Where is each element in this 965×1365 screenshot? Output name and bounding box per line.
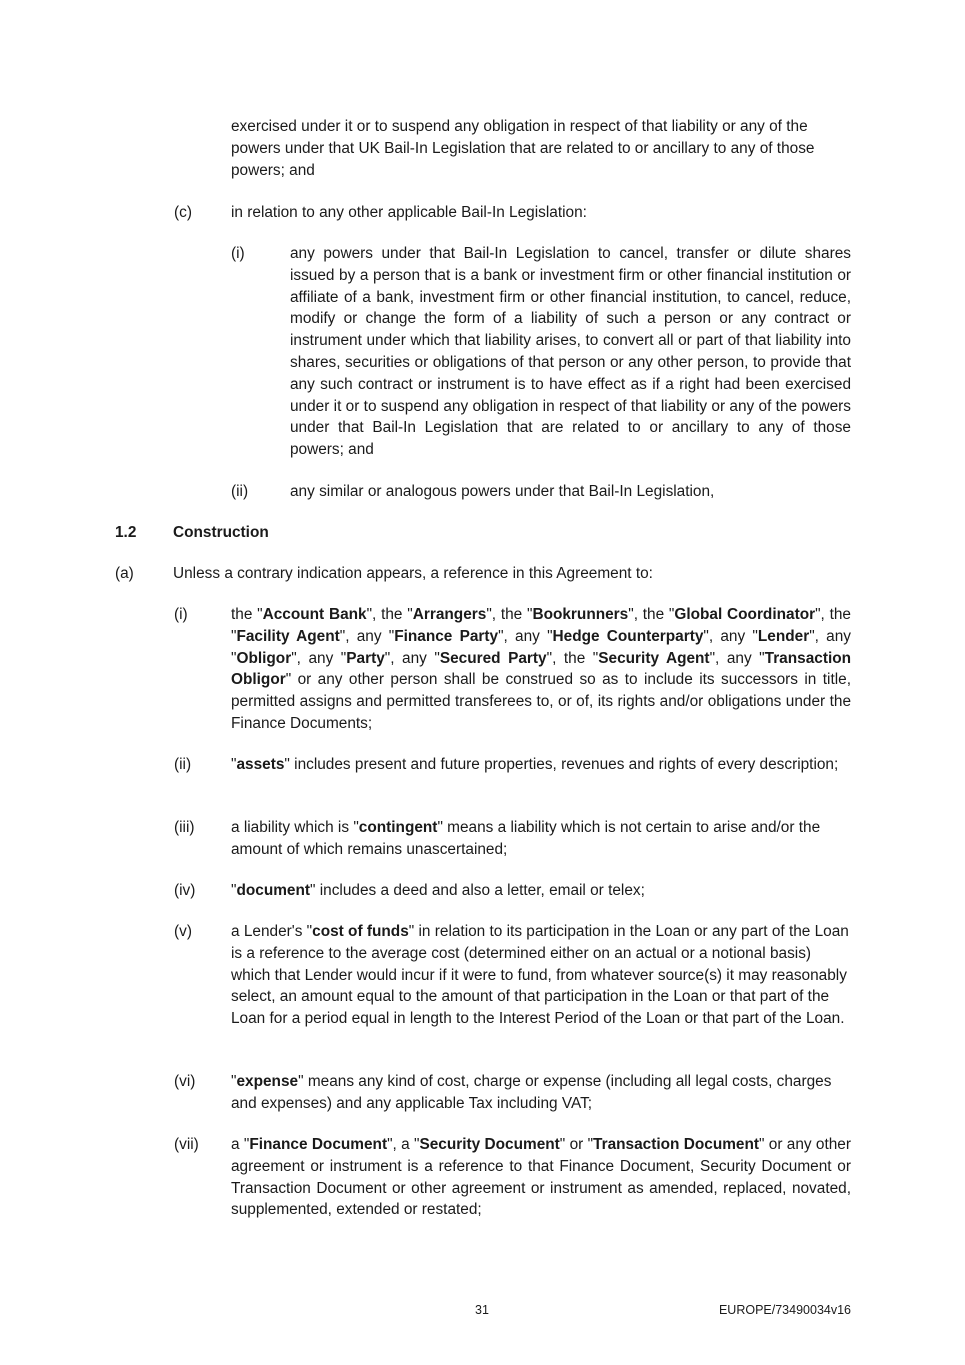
defined-term: Transaction Obligor <box>231 649 852 689</box>
item-vii-text: a "Finance Document", a "Security Document" or "Transaction Document" or any other agreement or instrument is a reference to that Finance Document, Security Document or Transaction Document or other agreement or instrument as amended, replaced, novated, supplemented, extended or restated; <box>231 1136 851 1219</box>
defined-term: Finance Document <box>249 1136 388 1153</box>
item-v-label: (v) <box>174 923 192 940</box>
defined-term: Hedge Counterparty <box>552 627 704 645</box>
item-i-label: (i) <box>174 606 188 623</box>
defined-term: Obligor <box>236 649 292 667</box>
defined-term: Security Agent <box>598 649 710 667</box>
defined-term: Finance Party <box>394 627 499 645</box>
defined-term: Party <box>346 649 385 667</box>
item-iii-text: a liability which is "contingent" means a liability which is not certain to arise and/or the amount of which remains unascertained; <box>231 819 821 858</box>
item-i-text: the "Account Bank", the "Arrangers", the "Bookrunners", the "Global Coordinator", the "Facility Agent", any "Finance Party", any "Hedge Counterparty", any "Lender", any "Obligor", any "Party", any "Secured Party", the "Security Agent", any "Transaction Obligor" or any other person shall be construed so as to include its successors in title, permitted assigns and permitted transferees to, or of, its rights and/or obligations under the Finance Documents; <box>231 606 852 732</box>
item-ii-label: (ii) <box>174 756 192 773</box>
item-iii-label: (iii) <box>174 819 195 836</box>
para-c-ii-label: (ii) <box>231 483 249 500</box>
carry-over-paragraph: exercised under it or to suspend any obligation in respect of that liability or any of the powers under that UK Bail-In Legislation that are related to or ancillary to any of those powers; and <box>231 118 815 179</box>
defined-term: Arrangers <box>412 606 487 623</box>
defined-term: Facility Agent <box>236 627 340 645</box>
defined-term: Bookrunners <box>532 606 629 623</box>
defined-term: contingent <box>358 819 438 836</box>
defined-term: document <box>236 882 311 899</box>
para-c-label: (c) <box>174 204 192 221</box>
defined-term: expense <box>236 1073 299 1090</box>
para-a-label: (a) <box>115 565 134 582</box>
defined-term: Secured Party <box>439 649 547 667</box>
section-title: Construction <box>173 524 269 541</box>
para-a-text: Unless a contrary indication appears, a reference in this Agreement to: <box>173 565 653 582</box>
document-reference: EUROPE/73490034v16 <box>718 1303 851 1317</box>
para-c-i-text: any powers under that Bail-In Legislation to cancel, transfer or dilute shares issued by a person that is a bank or investment firm or other financial institution or affiliate of a bank, investment firm or other financial institution, to cancel, reduce, modify or change the form of a liability of such a person or any contract or instrument under which that liability arises, to convert all or part of that liability into shares, securities or obligations of that person or any other person, to provide that any such contract or instrument is to have effect as if a right had been exercised under it or to suspend any obligation in respect of that liability or any of the powers under that Bail-In Legislation that are related to or ancillary to any of those powers; and <box>290 245 851 459</box>
defined-term: Global Coordinator <box>674 606 816 623</box>
item-vii-label: (vii) <box>174 1136 199 1153</box>
page-number: 31 <box>475 1303 489 1317</box>
item-v-text: a Lender's "cost of funds" in relation to its participation in the Loan or any part of the Loan is a reference to the average cost (determined either on an actual or a notional basis) which that Lender would incur if it were to fund, from whatever source(s) it may reasonably select, an amount equal to the amount of that participation in the Loan or that part of the Loan for a period equal in length to the Interest Period of the Loan or that part of the Loan. <box>231 923 849 1028</box>
item-vi-label: (vi) <box>174 1073 196 1090</box>
section-number: 1.2 <box>115 524 137 541</box>
item-ii-text: "assets" includes present and future properties, revenues and rights of every description; <box>231 756 839 773</box>
defined-term: Transaction Document <box>593 1136 759 1153</box>
para-c-ii-text: any similar or analogous powers under that Bail-In Legislation, <box>290 483 715 500</box>
item-iv-text: "document" includes a deed and also a letter, email or telex; <box>231 882 645 899</box>
defined-term: Security Document <box>419 1136 560 1153</box>
item-iv-label: (iv) <box>174 882 196 899</box>
defined-term: Account Bank <box>262 606 367 623</box>
defined-term: assets <box>236 756 285 773</box>
defined-term: Lender <box>757 627 810 645</box>
item-vi-text: "expense" means any kind of cost, charge or expense (including all legal costs, charges and expenses) and any applicable Tax including VAT; <box>231 1073 832 1112</box>
para-c-i-label: (i) <box>231 245 245 262</box>
defined-term: cost of funds <box>312 923 409 940</box>
para-c-text: in relation to any other applicable Bail-In Legislation: <box>231 204 587 221</box>
